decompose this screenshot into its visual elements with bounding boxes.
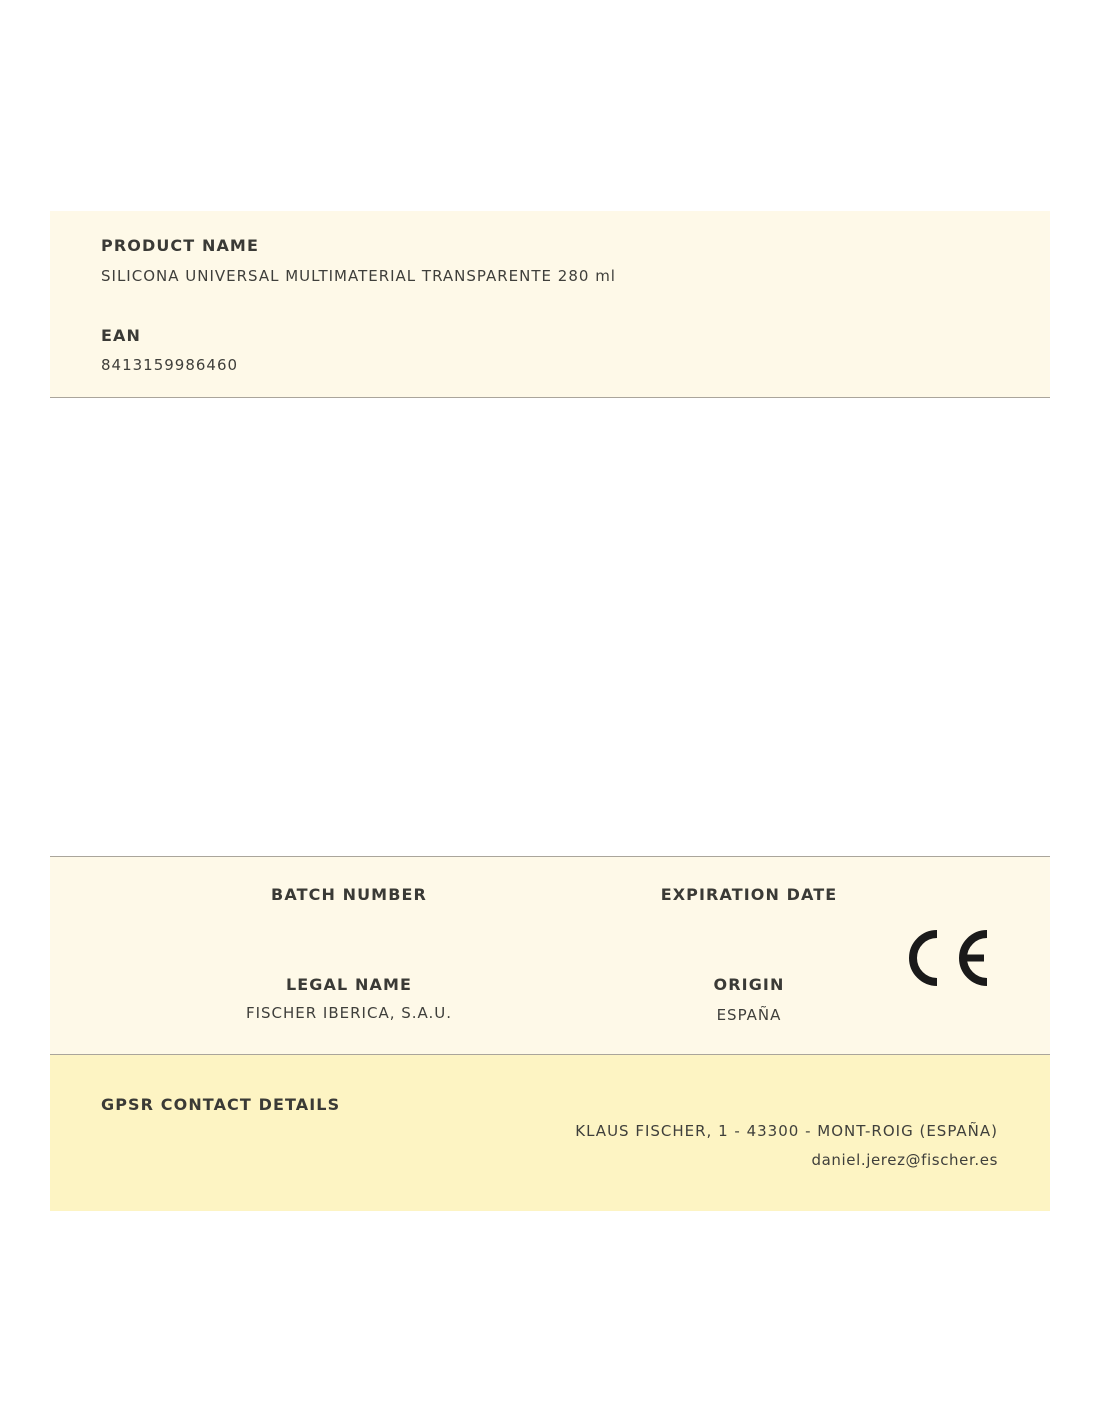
product-info-panel	[50, 211, 1050, 398]
legal-name-label: LEGAL NAME	[285, 975, 413, 994]
ean-value: 8413159986460	[101, 356, 239, 374]
origin-value: ESPAÑA	[716, 1006, 782, 1024]
product-name-label: PRODUCT NAME	[101, 236, 259, 255]
gpsr-contact-panel	[50, 1055, 1050, 1211]
legal-name-value: FISCHER IBERICA, S.A.U.	[245, 1004, 453, 1022]
contact-email: daniel.jerez@fischer.es	[811, 1151, 998, 1169]
product-details-panel	[50, 856, 1050, 1055]
ce-mark-icon	[908, 927, 994, 989]
batch-number-label: BATCH NUMBER	[271, 885, 427, 904]
expiration-date-label: EXPIRATION DATE	[660, 885, 838, 904]
ean-label: EAN	[101, 326, 142, 345]
origin-label: ORIGIN	[713, 975, 785, 994]
contact-address: KLAUS FISCHER, 1 - 43300 - MONT-ROIG (ESPAÑA)	[575, 1122, 998, 1140]
gpsr-contact-label: GPSR CONTACT DETAILS	[101, 1095, 341, 1114]
product-name-value: SILICONA UNIVERSAL MULTIMATERIAL TRANSPARENTE 280 ml	[101, 267, 616, 285]
